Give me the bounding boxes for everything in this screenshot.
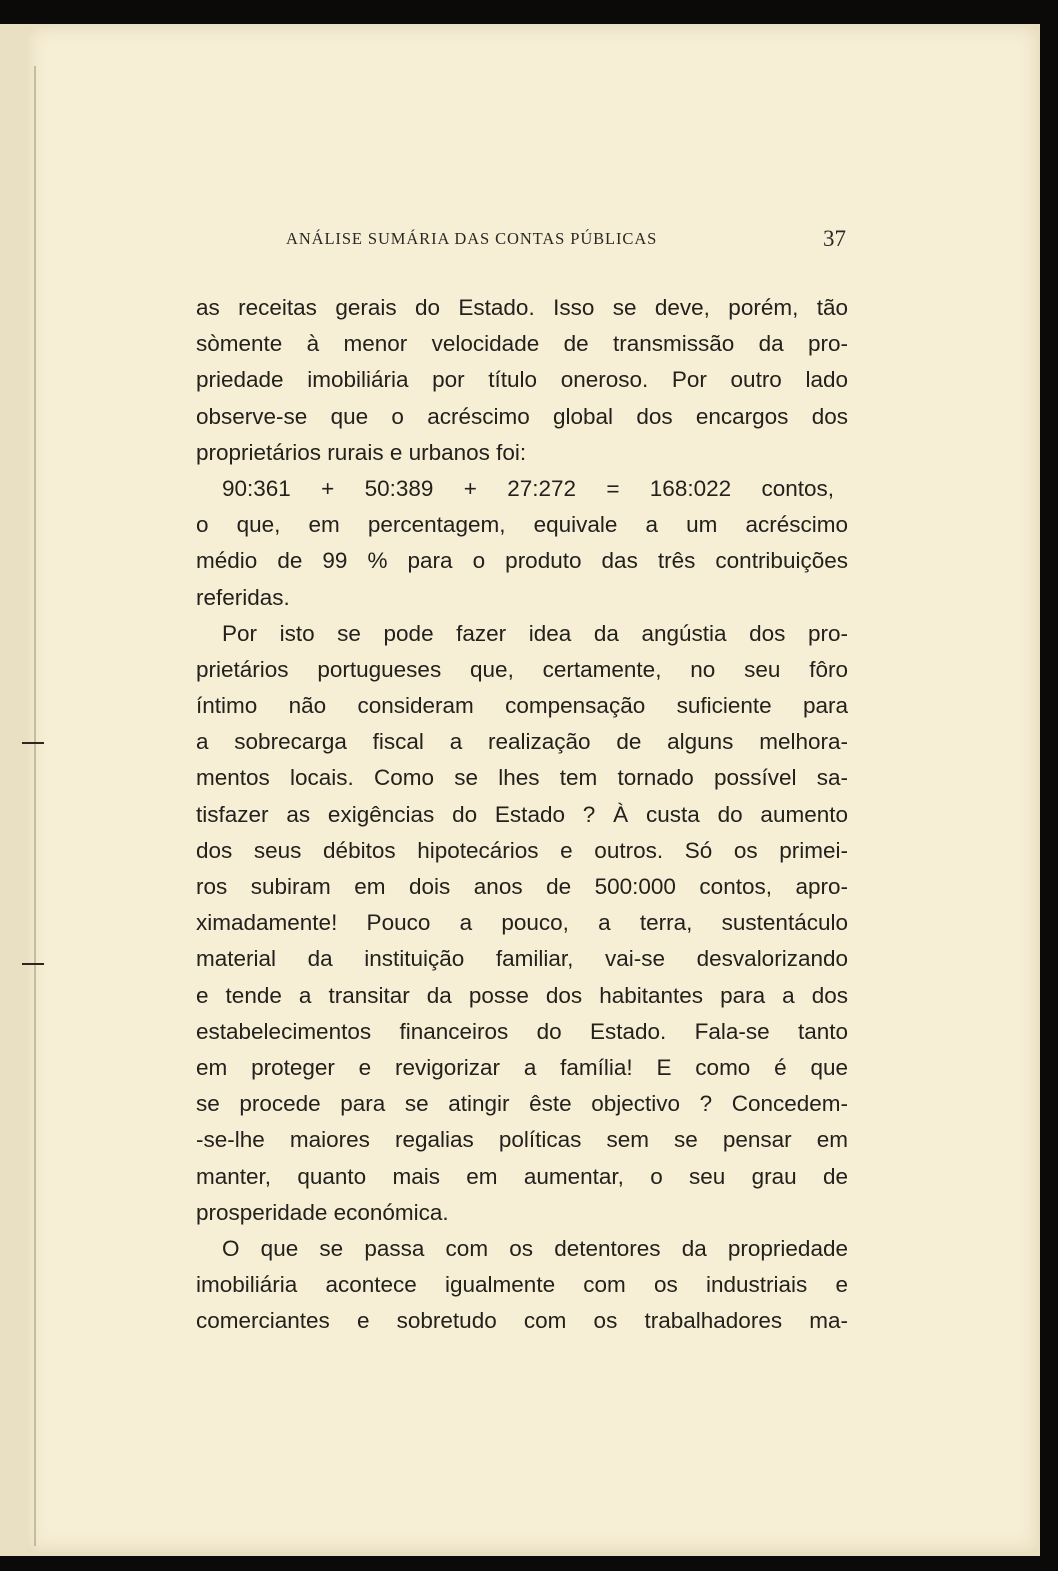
text-line: em proteger e revigorizar a família! E como é que (196, 1054, 848, 1080)
margin-notch-bottom (22, 963, 44, 965)
text-line: tisfazer as exigências do Estado ? À custa do aumento (196, 801, 848, 827)
text-line: material da instituição familiar, vai-se desvalorizando (196, 946, 848, 972)
text-line: comerciantes e sobretudo com os trabalhadores ma- (196, 1308, 848, 1334)
text-line: prietários portugueses que, certamente, no seu fôro (196, 656, 848, 682)
text-line: observe-se que o acréscimo global dos encargos dos (196, 403, 848, 429)
text-line: sòmente à menor velocidade de transmissão da pro- (196, 331, 848, 357)
text-line: referidas. (196, 584, 290, 610)
text-line: e tende a transitar da posse dos habitantes para a dos (196, 982, 848, 1008)
page-number: 37 (823, 226, 846, 251)
text-line: médio de 99 % para o produto das três contribuições (196, 548, 848, 574)
body-text (196, 290, 848, 1339)
text-line: a sobrecarga fiscal a realização de alguns melhora- (196, 729, 848, 755)
text-line: dos seus débitos hipotecários e outros. Só os primei- (196, 837, 848, 863)
text-line: mentos locais. Como se lhes tem tornado possível sa- (196, 765, 848, 791)
text-line: estabelecimentos financeiros do Estado. Fala-se tanto (196, 1018, 848, 1044)
text-line: ximadamente! Pouco a pouco, a terra, sustentáculo (196, 910, 848, 936)
paragraph-first-line: O que se passa com os detentores da propriedade (222, 1235, 848, 1261)
text-line: as receitas gerais do Estado. Isso se deve, porém, tão (196, 295, 848, 320)
text-line: -se-lhe maiores regalias políticas sem se pensar em (196, 1127, 848, 1153)
book-page (28, 26, 1038, 1552)
text-line: se procede para se atingir êste objectivo ? Concedem- (196, 1091, 848, 1117)
text-line: proprietários rurais e urbanos foi: (196, 439, 527, 465)
paragraph-first-line: Por isto se pode fazer idea da angústia dos pro- (222, 620, 848, 646)
running-head (286, 226, 846, 251)
gutter-edge (34, 66, 36, 1546)
text-line: ros subiram em dois anos de 500:000 contos, apro- (196, 874, 848, 899)
text-line: priedade imobiliária por título oneroso. Por outro lado (196, 367, 848, 393)
formula-line: 90:361 + 50:389 + 27:272 = 168:022 contos, (222, 475, 834, 501)
margin-notch-top (22, 742, 44, 744)
text-line: o que, em percentagem, equivale a um acréscimo (196, 512, 848, 538)
text-line: imobiliária acontece igualmente com os industriais e (196, 1272, 848, 1298)
text-line: íntimo não consideram compensação suficiente para (196, 693, 848, 719)
text-line: prosperidade económica. (196, 1199, 449, 1225)
text-line: manter, quanto mais em aumentar, o seu grau de (196, 1163, 848, 1189)
running-title: ANÁLISE SUMÁRIA DAS CONTAS PÚBLICAS (286, 229, 658, 248)
